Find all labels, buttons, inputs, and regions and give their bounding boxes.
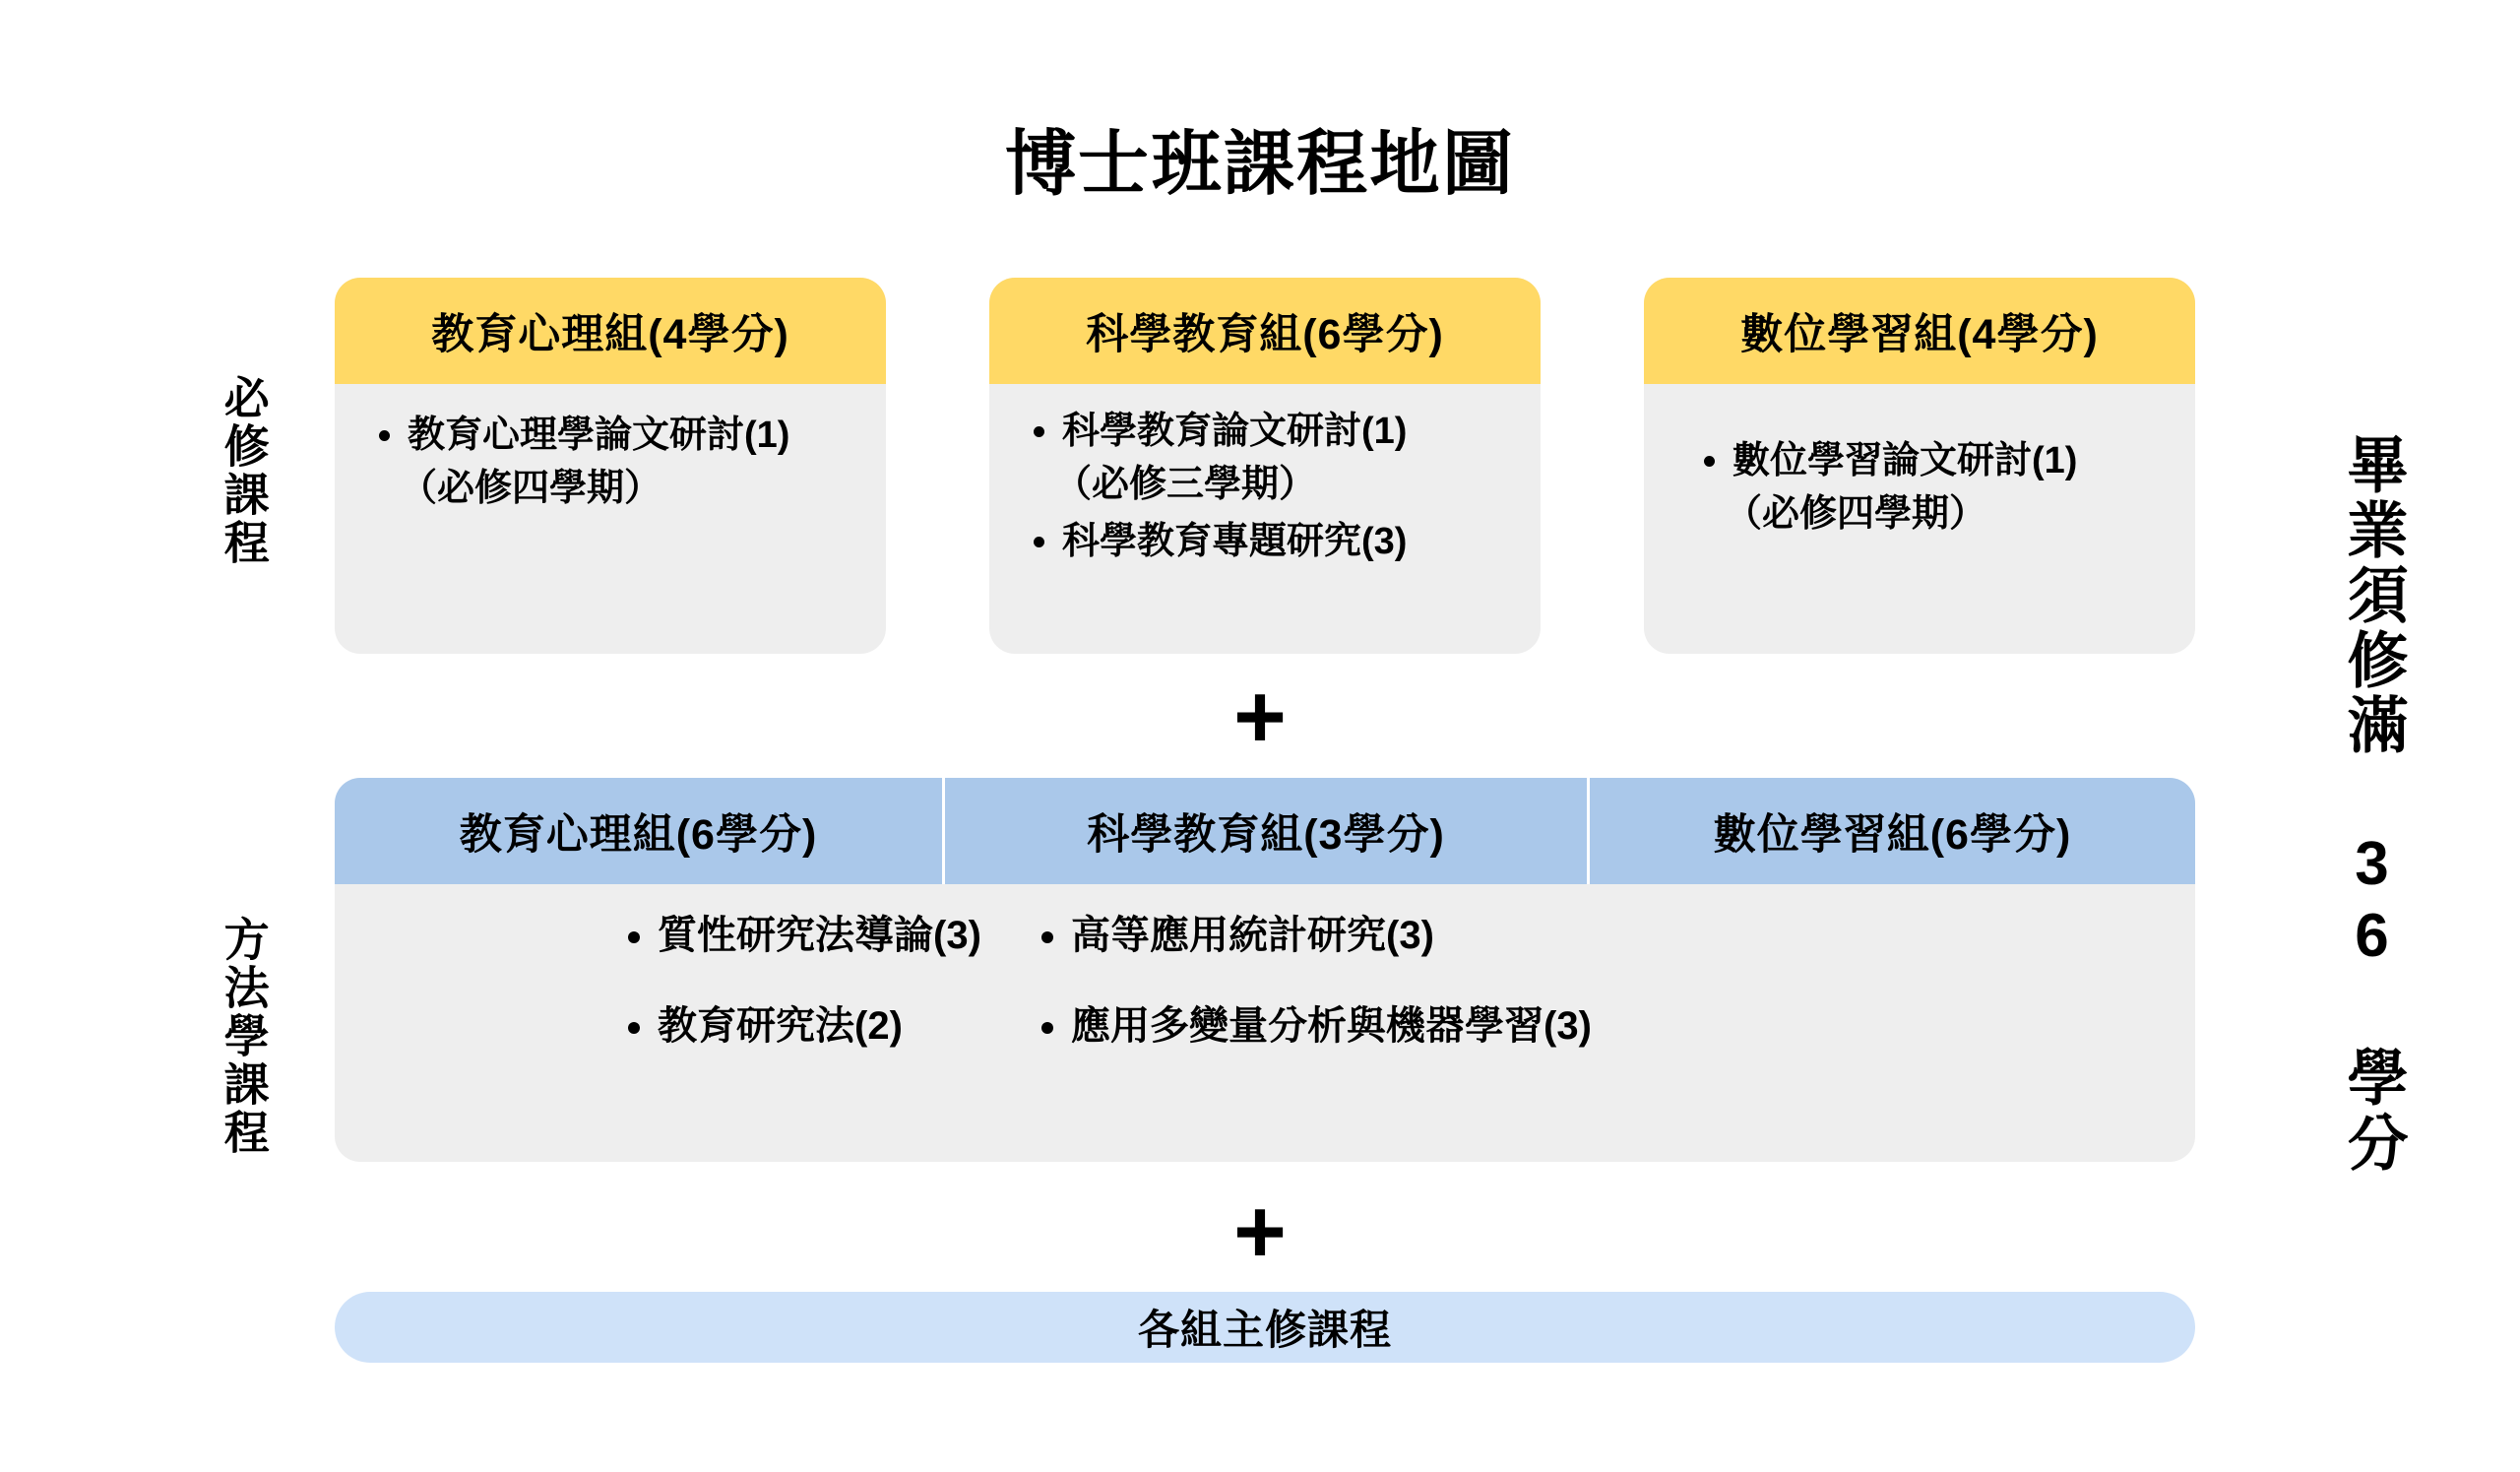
methodology-course-column-right	[1024, 914, 2195, 1095]
course-note: （必修四學期）	[400, 467, 662, 509]
methodology-course-column-left	[335, 914, 1024, 1095]
required-card-digital-learning	[1644, 278, 2195, 654]
plus-icon: +	[1233, 667, 1287, 767]
methodology-courses-block	[335, 778, 2195, 1162]
course-name: 數位學習論文研討(1)	[1732, 440, 2078, 481]
methodology-header-educational-psychology: 教育心理組(6學分)	[335, 778, 945, 884]
card-body	[335, 384, 886, 516]
card-body	[1644, 384, 2195, 542]
page-title: 博士班課程地圖	[1004, 125, 1515, 204]
section-label-required: 必修課程	[218, 374, 270, 567]
card-header: 科學教育組(6學分)	[989, 278, 1541, 384]
list-item	[400, 410, 860, 516]
methodology-header-science-education: 科學教育組(3學分)	[945, 778, 1590, 884]
course-name: 科學教育專題研究(3)	[1062, 520, 1408, 562]
list-item	[1725, 435, 2170, 542]
card-body	[989, 384, 1541, 569]
major-courses-bar	[335, 1292, 2195, 1363]
required-courses-row	[335, 278, 2195, 662]
course-name: 教育心理學論文研討(1)	[408, 415, 790, 456]
graduation-requirement-label: 畢業須修滿 36 學分	[2338, 433, 2406, 1176]
methodology-body	[335, 884, 2195, 1095]
course-note: （必修四學期）	[1725, 492, 1987, 535]
list-item: • 高等應用統計研究(3)	[1071, 914, 2195, 957]
section-label-methodology: 方法學課程	[218, 916, 270, 1157]
card-header: 教育心理組(4學分)	[335, 278, 886, 384]
course-note: （必修三學期）	[1054, 463, 1317, 505]
course-name: 科學教育論文研討(1)	[1062, 411, 1408, 452]
plus-icon: +	[1233, 1182, 1287, 1282]
required-card-educational-psychology	[335, 278, 886, 654]
methodology-header-row	[335, 778, 2195, 884]
list-item: • 教育研究法(2)	[658, 1004, 1024, 1048]
list-item: • 質性研究法導論(3)	[658, 914, 1024, 957]
card-header: 數位學習組(4學分)	[1644, 278, 2195, 384]
list-item	[1062, 516, 1515, 569]
methodology-header-digital-learning: 數位學習組(6學分)	[1713, 810, 2072, 859]
required-card-science-education	[989, 278, 1541, 654]
list-item	[1054, 406, 1515, 512]
list-item: • 應用多變量分析與機器學習(3)	[1071, 1004, 2195, 1048]
major-courses-label: 各組主修課程	[1137, 1307, 1392, 1353]
